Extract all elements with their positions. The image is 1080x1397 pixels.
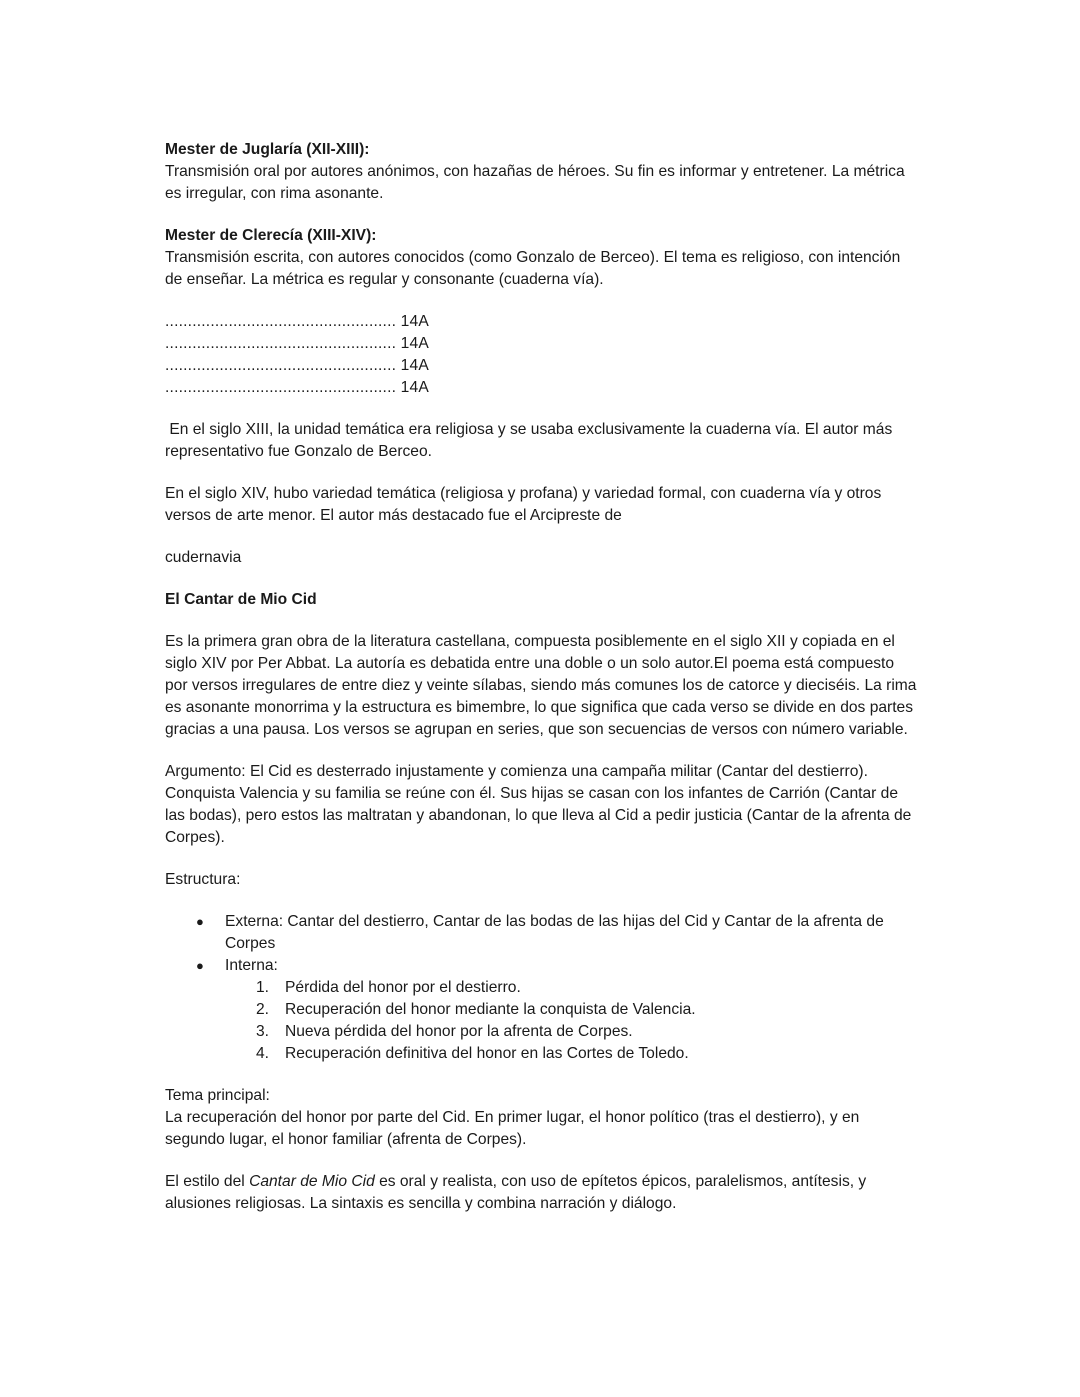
list-item-text: Externa: Cantar del destierro, Cantar de las bodas de las hijas del Cid y Cantar de la afrenta de Corpes bbox=[225, 913, 884, 952]
item-text: Nueva pérdida del honor por la afrenta de Corpes. bbox=[285, 1023, 633, 1040]
interna-numbered-list bbox=[225, 977, 920, 1065]
numbered-item bbox=[225, 977, 920, 999]
verse-line: ................................................... 14A bbox=[165, 313, 430, 330]
estilo-text-after: es oral y realista, con uso de epítetos épicos, paralelismos, antítesis, y alusiones religiosas. La sintaxis es sencilla y combina narración y diálogo. bbox=[165, 1173, 867, 1212]
document-page bbox=[165, 139, 920, 1215]
numbered-item bbox=[225, 1021, 920, 1043]
cuaderna-via-scheme bbox=[165, 311, 920, 399]
numbered-item bbox=[225, 999, 920, 1021]
item-text: Recuperación definitiva del honor en las Cortes de Toledo. bbox=[285, 1045, 689, 1062]
item-number: 1. bbox=[256, 979, 270, 996]
verse-line: ................................................... 14A bbox=[165, 335, 430, 352]
paragraph-argumento: Argumento: El Cid es desterrado injustamente y comienza una campaña militar (Cantar del destierro). Conquista Valencia y su familia se reúne con él. Sus hijas se casan con los infantes de Carrión (Cantar de las bodas), pero estos las maltratan y abandonan, lo que lleva al Cid a pedir justicia (Cantar de la afrenta de Corpes). bbox=[165, 763, 912, 846]
paragraph-juglaria: Transmisión oral por autores anónimos, con hazañas de héroes. Su fin es informar y entretener. La métrica es irregular, con rima asonante. bbox=[165, 163, 905, 202]
label-estructura: Estructura: bbox=[165, 871, 241, 888]
item-number: 4. bbox=[256, 1045, 270, 1062]
heading-mester-juglaria: Mester de Juglaría (XII-XIII): bbox=[165, 141, 370, 158]
list-item-interna bbox=[165, 955, 920, 1065]
note-cudernavia: cudernavia bbox=[165, 549, 242, 566]
list-item-externa bbox=[165, 911, 920, 955]
item-text: Recuperación del honor mediante la conquista de Valencia. bbox=[285, 1001, 696, 1018]
bullet-icon: ● bbox=[196, 914, 204, 929]
item-text: Pérdida del honor por el destierro. bbox=[285, 979, 521, 996]
label-tema-principal: Tema principal: bbox=[165, 1087, 270, 1104]
verse-line: ................................................... 14A bbox=[165, 379, 430, 396]
estilo-text-before: El estilo del bbox=[165, 1173, 250, 1190]
paragraph-estilo bbox=[165, 1171, 920, 1215]
heading-mester-clerecia: Mester de Clerecía (XIII-XIV): bbox=[165, 227, 377, 244]
numbered-item bbox=[225, 1043, 920, 1065]
paragraph-siglo-xiii: En el siglo XIII, la unidad temática era religiosa y se usaba exclusivamente la cuaderna vía. El autor más representativo fue Gonzalo de Berceo. bbox=[165, 421, 897, 460]
heading-cantar-mio-cid: El Cantar de Mio Cid bbox=[165, 591, 317, 608]
estilo-title-italic: Cantar de Mio Cid bbox=[249, 1173, 375, 1190]
bullet-icon: ● bbox=[196, 958, 204, 973]
list-item-text: Interna: bbox=[225, 957, 278, 974]
paragraph-cid-intro: Es la primera gran obra de la literatura castellana, compuesta posiblemente en el siglo XII y copiada en el siglo XIV por Per Abbat. La autoría es debatida entre una doble o un solo autor.El poema está compuesto por versos irregulares de entre diez y veinte sílabas, siendo más comunes los de catorce y dieciséis. La rima es asonante monorrima y la estructura es bimembre, lo que significa que cada verso se divide en dos partes gracias a una pausa. Los versos se agrupan en series, que son secuencias de versos con número variable. bbox=[165, 633, 917, 738]
item-number: 2. bbox=[256, 1001, 270, 1018]
paragraph-siglo-xiv: En el siglo XIV, hubo variedad temática (religiosa y profana) y variedad formal, con cuaderna vía y otros versos de arte menor. El autor más destacado fue el Arcipreste de bbox=[165, 485, 882, 524]
verse-line: ................................................... 14A bbox=[165, 357, 430, 374]
paragraph-tema: La recuperación del honor por parte del Cid. En primer lugar, el honor político (tras el destierro), y en segundo lugar, el honor familiar (afrenta de Corpes). bbox=[165, 1109, 860, 1148]
estructura-list bbox=[165, 911, 920, 1065]
paragraph-clerecia: Transmisión escrita, con autores conocidos (como Gonzalo de Berceo). El tema es religioso, con intención de enseñar. La métrica es regular y consonante (cuaderna vía). bbox=[165, 249, 901, 288]
item-number: 3. bbox=[256, 1023, 270, 1040]
